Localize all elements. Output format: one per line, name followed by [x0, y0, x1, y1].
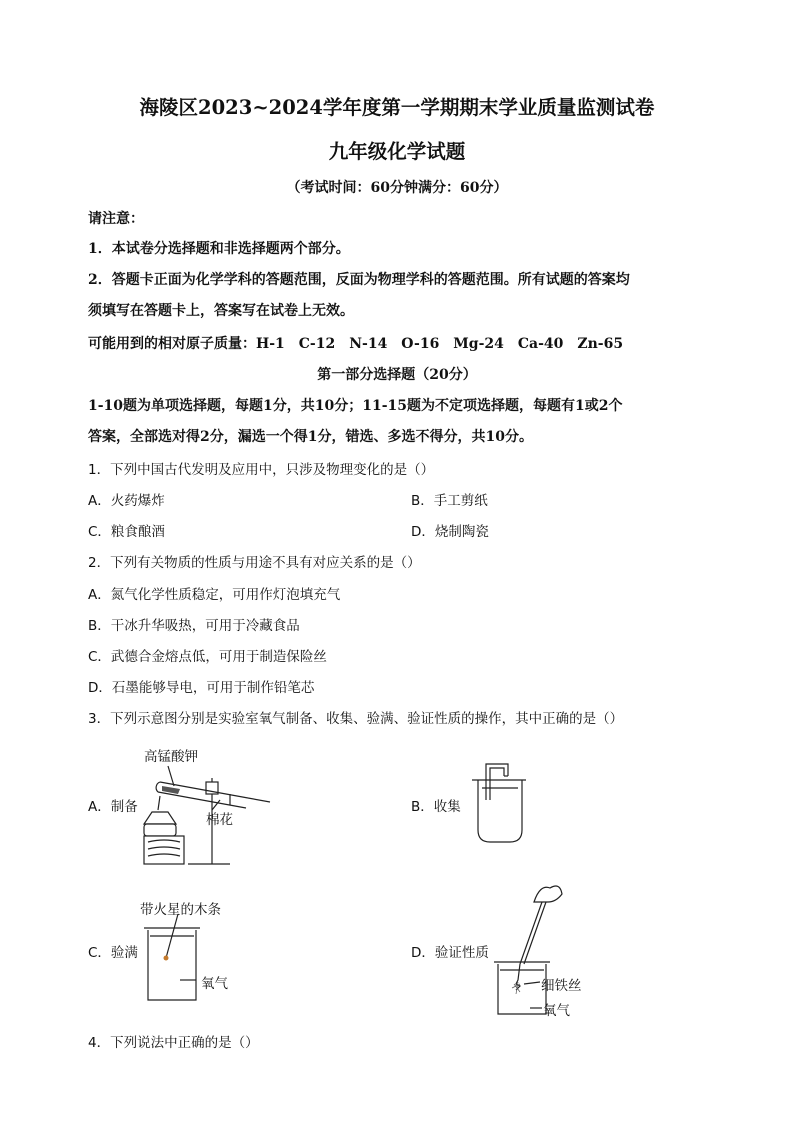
notice-heading: 请注意： [88, 211, 144, 227]
question-3-option-b: B．收集 [411, 799, 461, 815]
question-3-stem: 3．下列示意图分别是实验室氧气制备、收集、验满、验证性质的操作，其中正确的是（） [88, 711, 624, 727]
glowing-tip [164, 956, 169, 961]
question-3-option-a: A．制备 [88, 799, 138, 815]
question-3-option-d: D．验证性质 [411, 945, 489, 961]
question-2-option-d: D．石墨能够导电，可用于制作铅笔芯 [88, 680, 315, 696]
question-2-option-a: A．氮气化学性质稳定，可用作灯泡填充气 [88, 587, 341, 603]
part1-heading: 第一部分选择题（20分） [317, 367, 477, 383]
exam-title: 海陵区2023~2024学年度第一学期期末学业质量监测试卷 [139, 96, 655, 119]
question-1-stem: 1．下列中国古代发明及应用中，只涉及物理变化的是（） [88, 462, 435, 478]
question-2-option-c: C．武德合金熔点低，可用于制造保险丝 [88, 649, 327, 665]
alcohol-lamp [144, 796, 176, 836]
label-oxygen-d: 氧气 [543, 1003, 570, 1019]
label-glowing-splint: 带火星的木条 [140, 902, 221, 918]
question-2-option-b: B．干冰升华吸热，可用于冷藏食品 [88, 618, 300, 634]
question-3-option-c: C．验满 [88, 945, 138, 961]
figure-b-collection-bottle [468, 760, 528, 850]
notice-item-2-line-2: 须填写在答题卡上，答案写在试卷上无效。 [88, 303, 354, 319]
question-2-stem: 2．下列有关物质的性质与用途不具有对应关系的是（） [88, 555, 421, 571]
question-1-option-c: C．粮食酿酒 [88, 524, 165, 540]
label-potassium-permanganate: 高锰酸钾 [144, 749, 198, 765]
question-1-option-d: D．烧制陶瓷 [411, 524, 489, 540]
part1-instruction-line-2: 答案，全部选对得2分，漏选一个得1分，错选、多选不得分，共10分。 [88, 429, 533, 445]
iron-wire [516, 964, 520, 990]
notice-item-1: 1．本试卷分选择题和非选择题两个部分。 [88, 241, 350, 257]
exam-subtitle: 九年级化学试题 [328, 140, 466, 163]
figure-c-test-full-bottle [140, 918, 250, 1008]
wooden-block [144, 836, 184, 864]
notice-item-2-line-1: 2．答题卡正面为化学学科的答题范围，反面为物理学科的答题范围。所有试题的答案均 [88, 272, 630, 288]
question-1-option-a: A．火药爆炸 [88, 493, 165, 509]
tongs-hand [520, 886, 562, 964]
part1-instruction-line-1: 1-10题为单项选择题，每题1分，共10分；11-15题为不定项选择题，每题有1或2个 [88, 398, 623, 414]
label-oxygen-c: 氧气 [201, 976, 228, 992]
question-4-stem: 4．下列说法中正确的是（） [88, 1035, 259, 1051]
label-cotton: 棉花 [206, 812, 233, 828]
question-1-option-b: B．手工剪纸 [411, 493, 488, 509]
label-iron-wire: 细铁丝 [541, 978, 582, 994]
exam-info: （考试时间：60分钟满分：60分） [286, 180, 508, 196]
atomic-mass-line: 可能用到的相对原子质量：H-1 C-12 N-14 O-16 Mg-24 Ca-40 Zn-65 [88, 336, 624, 352]
